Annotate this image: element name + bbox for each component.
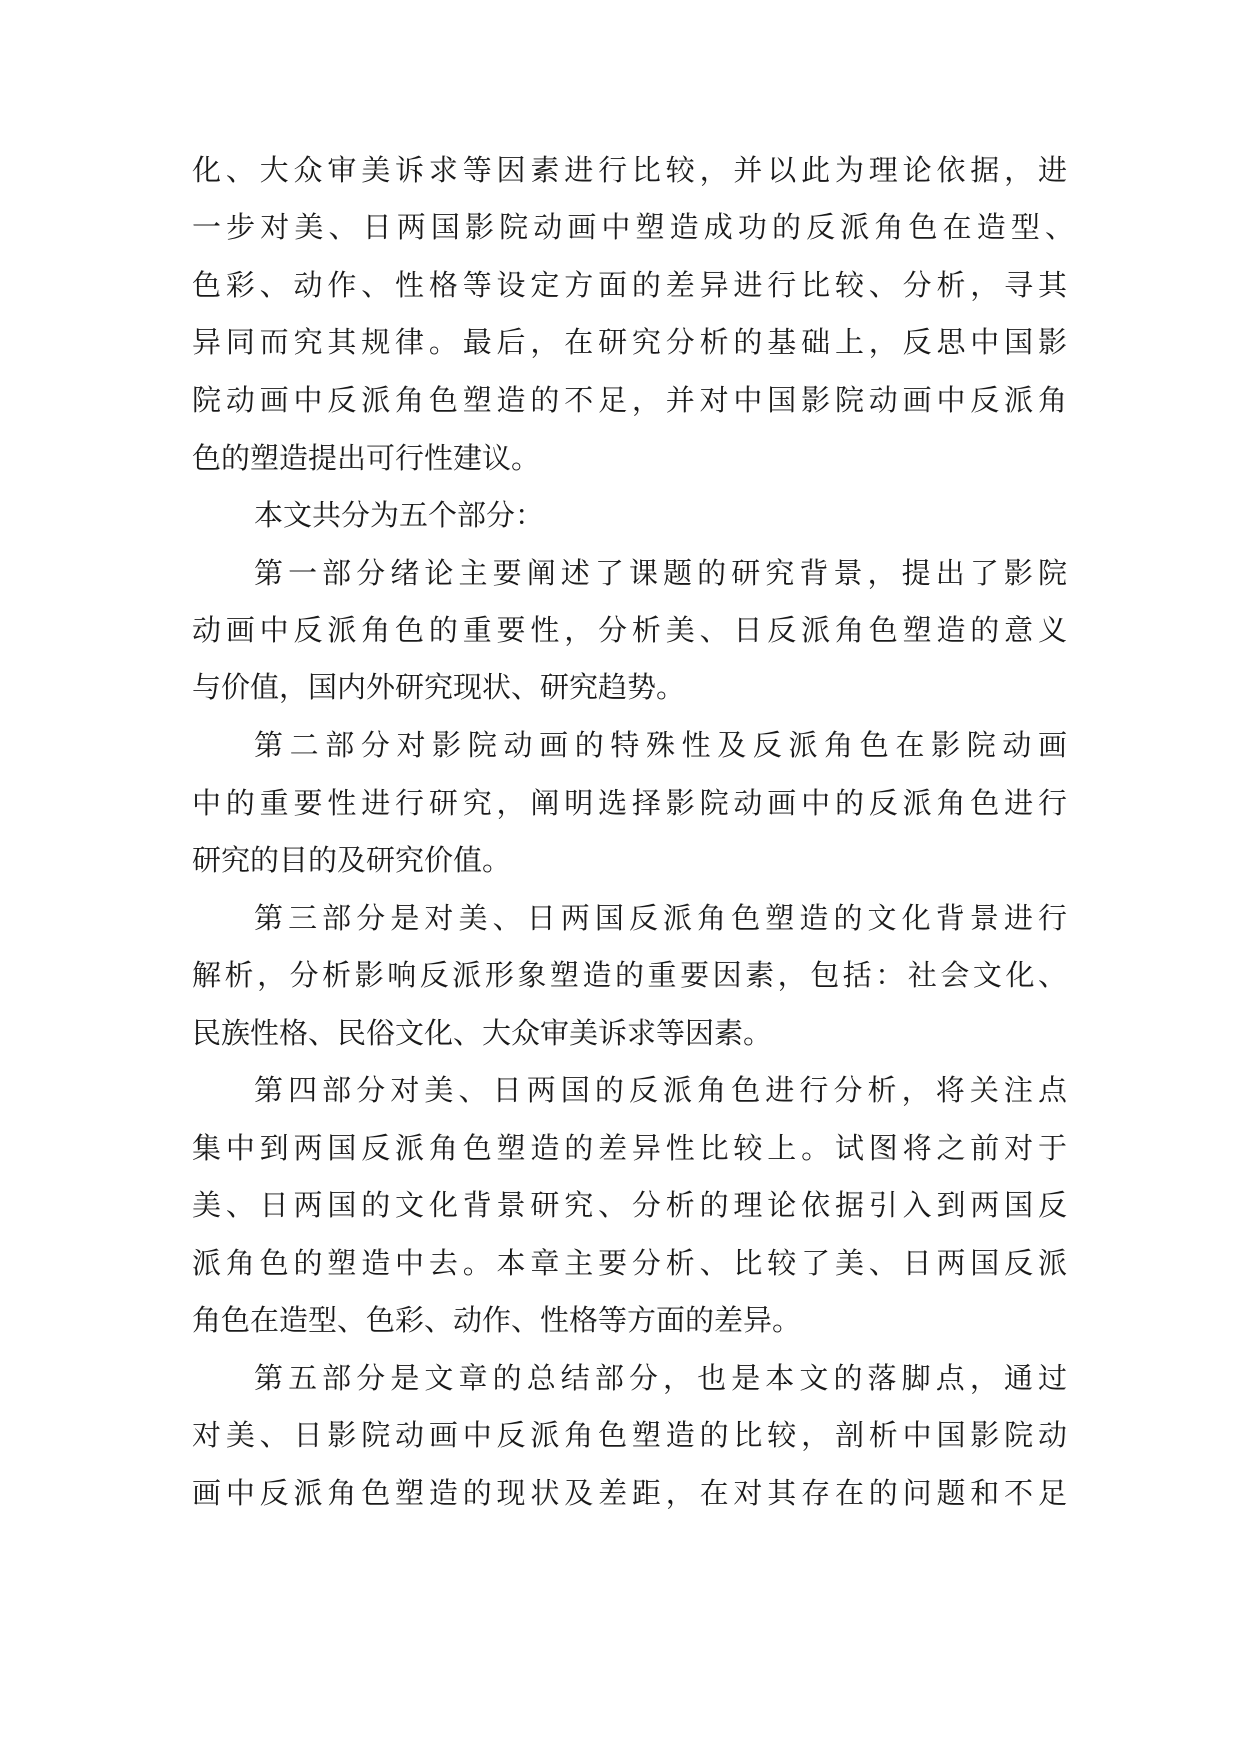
- text-line: 民族性格、民俗文化、大众审美诉求等因素。: [192, 1016, 773, 1050]
- text-line: 画中反派角色塑造的现状及差距，在对其存在的问题和不足: [192, 1476, 1067, 1510]
- text-line: 研究的目的及研究价值。: [192, 843, 512, 877]
- text-line: 解析，分析影响反派形象塑造的重要因素，包括：社会文化、: [192, 958, 1067, 992]
- text-line: 色彩、动作、性格等设定方面的差异进行比较、分析，寻其: [192, 268, 1067, 302]
- text-line: 色的塑造提出可行性建议。: [192, 441, 541, 475]
- text-line: 与价值，国内外研究现状、研究趋势。: [192, 670, 686, 704]
- text-line: 第一部分绪论主要阐述了课题的研究背景，提出了影院: [254, 556, 1067, 590]
- text-line: 第四部分对美、日两国的反派角色进行分析，将关注点: [254, 1073, 1067, 1107]
- text-line: 化、大众审美诉求等因素进行比较，并以此为理论依据，进: [192, 153, 1067, 187]
- text-line: 院动画中反派角色塑造的不足，并对中国影院动画中反派角: [192, 383, 1067, 417]
- text-line: 对美、日影院动画中反派角色塑造的比较，剖析中国影院动: [192, 1418, 1067, 1452]
- text-line: 第五部分是文章的总结部分，也是本文的落脚点，通过: [254, 1361, 1067, 1395]
- text-line: 第三部分是对美、日两国反派角色塑造的文化背景进行: [254, 901, 1067, 935]
- text-line: 美、日两国的文化背景研究、分析的理论依据引入到两国反: [192, 1188, 1067, 1222]
- text-line: 中的重要性进行研究，阐明选择影院动画中的反派角色进行: [192, 786, 1067, 820]
- text-line: 本文共分为五个部分：: [254, 498, 545, 532]
- text-line: 动画中反派角色的重要性，分析美、日反派角色塑造的意义: [192, 613, 1067, 647]
- text-line: 角色在造型、色彩、动作、性格等方面的差异。: [192, 1303, 802, 1337]
- text-line: 派角色的塑造中去。本章主要分析、比较了美、日两国反派: [192, 1246, 1067, 1280]
- text-line: 集中到两国反派角色塑造的差异性比较上。试图将之前对于: [192, 1131, 1067, 1165]
- text-line: 第二部分对影院动画的特殊性及反派角色在影院动画: [254, 728, 1067, 762]
- text-line: 异同而究其规律。最后，在研究分析的基础上，反思中国影: [192, 325, 1067, 359]
- text-line: 一步对美、日两国影院动画中塑造成功的反派角色在造型、: [192, 210, 1074, 244]
